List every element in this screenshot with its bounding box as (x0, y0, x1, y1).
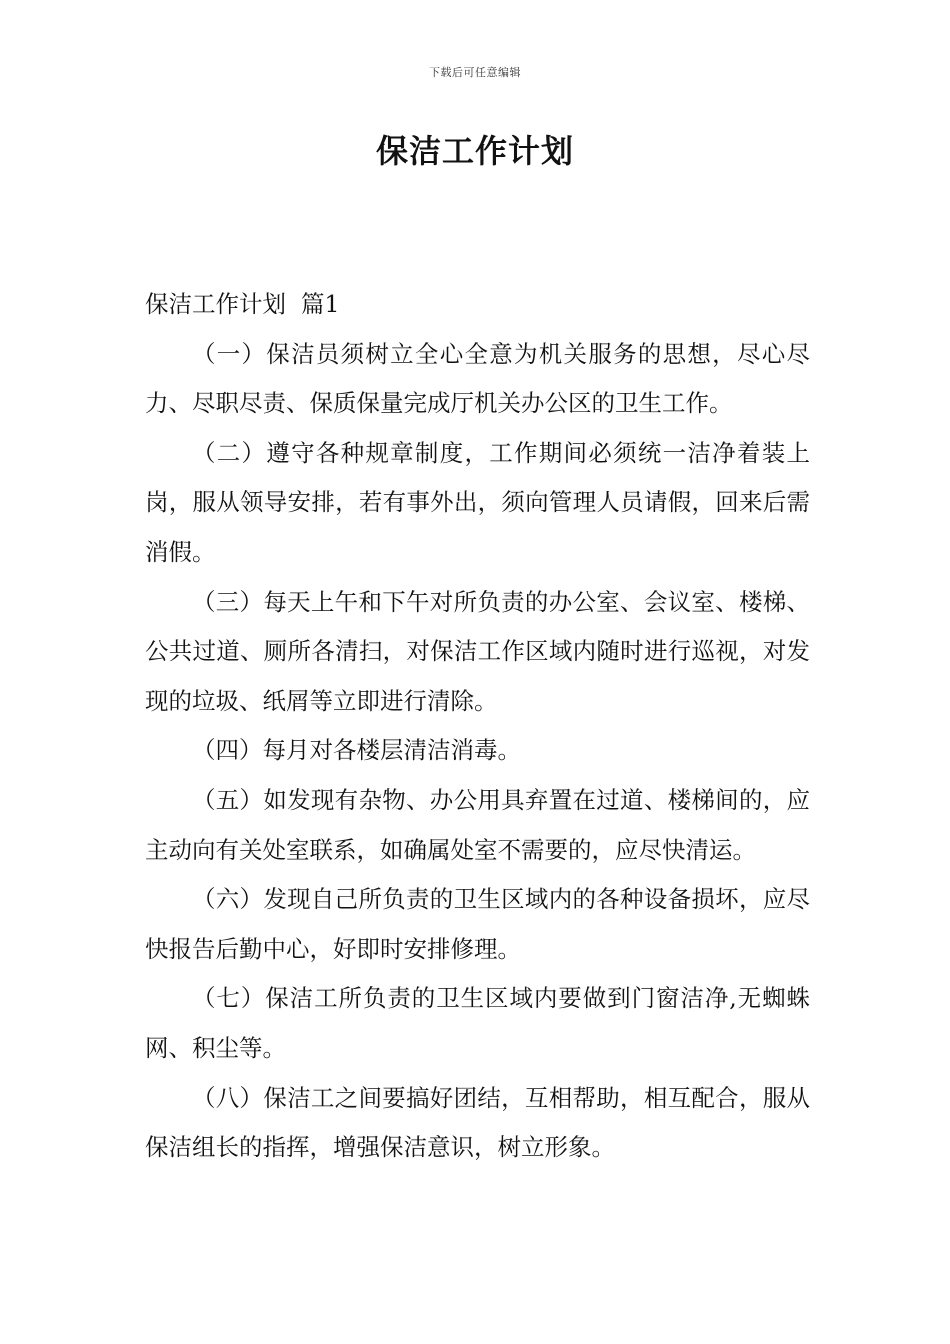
paragraph: （一）保洁员须树立全心全意为机关服务的思想，尽心尽力、尽职尽责、保质保量完成厅机关办公区的卫生工作。 (145, 339, 810, 418)
paragraph: （五）如发现有杂物、办公用具弃置在过道、楼梯间的，应主动向有关处室联系，如确属处室不需要的，应尽快清运。 (145, 785, 810, 864)
document-title: 保洁工作计划 (375, 132, 574, 170)
paragraph: （八）保洁工之间要搞好团结，互相帮助，相互配合，服从保洁组长的指挥，增强保洁意识，树立形象。 (145, 1083, 810, 1162)
paragraph: （六）发现自己所负责的卫生区域内的各种设备损坏，应尽快报告后勤中心，好即时安排修理。 (145, 885, 810, 963)
header-note: 下载后可任意编辑 (429, 66, 521, 79)
paragraph: （三）每天上午和下午对所负责的办公室、会议室、楼梯、公共过道、厕所各清扫，对保洁工作区域内随时进行巡视，对发现的垃圾、纸屑等立即进行清除。 (145, 587, 810, 715)
paragraph: （七）保洁工所负责的卫生区域内要做到门窗洁净,无蜘蛛网、积尘等。 (145, 984, 810, 1062)
paragraph: （二）遵守各种规章制度，工作期间必须统一洁净着装上岗，服从领导安排，若有事外出，须向管理人员请假，回来后需消假。 (145, 438, 810, 566)
paragraph: （四）每月对各楼层清洁消毒。 (192, 736, 521, 765)
document-body (145, 280, 810, 1173)
section-heading: 保洁工作计划 篇1 (145, 290, 340, 318)
